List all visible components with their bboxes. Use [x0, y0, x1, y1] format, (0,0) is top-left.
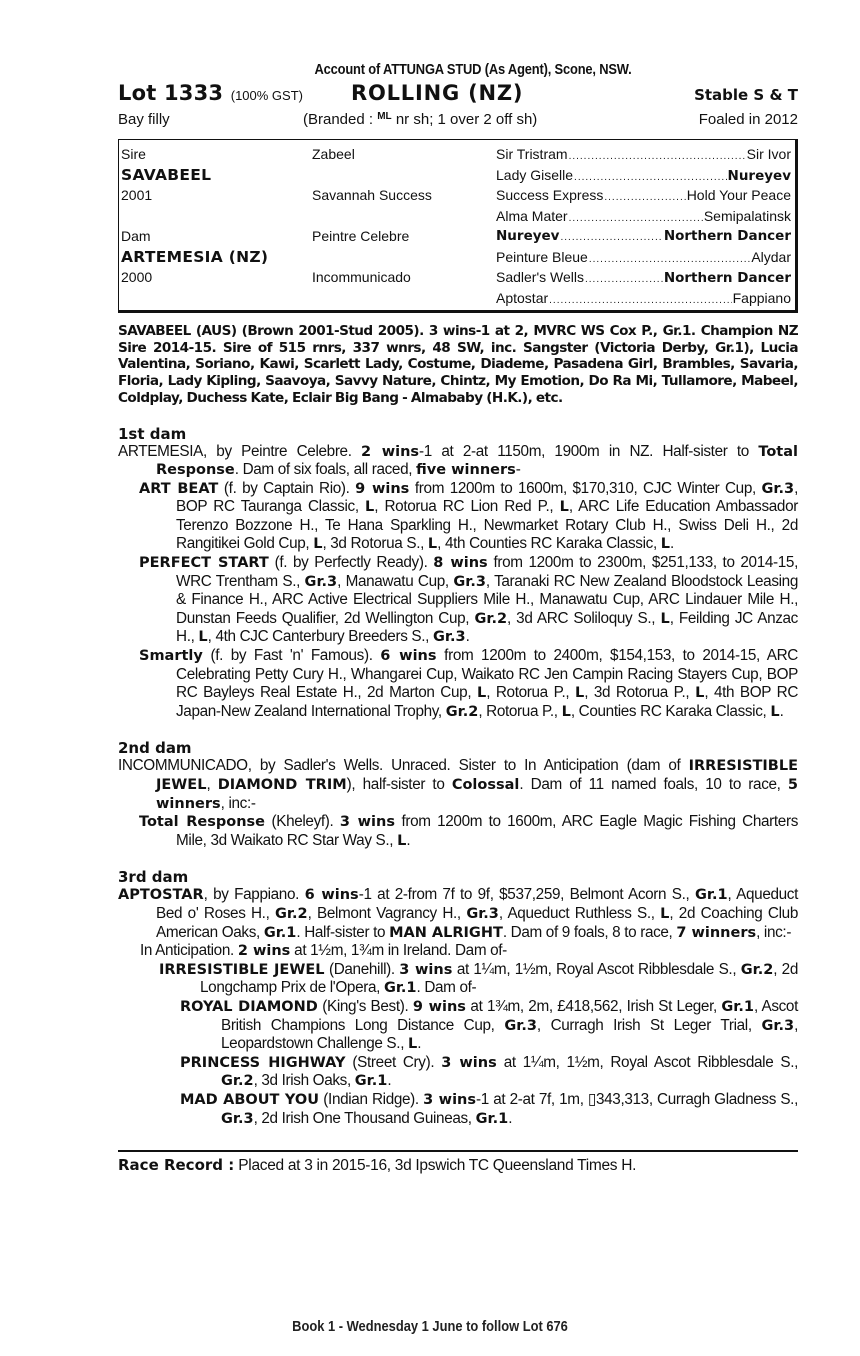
great-grandparent-row: Lady Giselle ..... Nureyev — [496, 165, 791, 186]
sire-year: 2001 — [121, 187, 153, 203]
first-dam-intro: ARTEMESIA, by Peintre Celebre. 2 wins-1 at 2-at 1150m, 1900m in NZ. Half-sister to Total Response. Dam of six foals, all raced, five winners- — [118, 442, 798, 479]
horse-name: ROLLING (NZ) — [351, 81, 524, 105]
great-grandparent-row: Nureyev ..... Northern Dancer — [496, 226, 791, 247]
sire-name: SAVABEEL — [121, 165, 212, 184]
horse-details — [118, 109, 798, 135]
irresistible-jewel-entry: IRRESISTIBLE JEWEL (Danehill). 3 wins at 1¼m, 1½m, Royal Ascot Ribblesdale S., Gr.2, 2d Longchamp Prix de l'Opera, Gr.1. Dam of- — [159, 960, 798, 997]
brand-mark-icon: ML — [377, 111, 392, 122]
third-dam-heading: 3rd dam — [118, 868, 189, 887]
pedigree-grandparents — [312, 144, 492, 288]
great-grandparent-row: Peinture Bleue ..... Alydar — [496, 247, 791, 268]
great-grandparent-row: Aptostar ..... Fappiano — [496, 288, 791, 309]
grand-progeny-entry: PRINCESS HIGHWAY (Street Cry). 3 wins at 1¼m, 1½m, Royal Ascot Ribblesdale S., Gr.2, 3d Irish Oaks, Gr.1. — [180, 1053, 798, 1090]
progeny-entry: ART BEAT (f. by Captain Rio). 9 wins from 1200m to 1600m, $170,310, CJC Winter Cup, Gr.3, BOP RC Tauranga Classic, L, Rotorua RC Lion Red P., L, ARC Life Education Ambassador Terenzo Bozzone H., Te Hana Sparkling H., Newmarket Rotary Club H., Swiss Deli H., 2d Rangitikei Gold Cup, L, 3d Rotorua S., L, 4th Counties RC Karaka Classic, L. — [139, 479, 798, 553]
lot-header — [118, 81, 798, 109]
divider — [118, 1150, 798, 1152]
grandparent: Incommunicado — [312, 269, 411, 285]
sale-footer: Book 1 - Wednesday 1 June to follow Lot 676 — [292, 1318, 568, 1335]
progeny-entry: PERFECT START (f. by Perfectly Ready). 8 wins from 1200m to 2300m, $251,133, to 2014-15, WRC Trentham S., Gr.3, Manawatu Cup, Gr.3, Taranaki RC New Zealand Bloodstock Leasing & Finance H., ARC Active Electrical Suppliers Mile H., Manawatu Cup, ARC Lindauer Mile H., Dunstan Feeds Qualifier, 2d Wellington Cup, Gr.2, 3d ARC Soliloquy S., L, Feilding JC Anzac H., L, 4th CJC Canterbury Breeders S., Gr.3. — [139, 554, 798, 646]
gst-note: (100% GST) — [230, 88, 303, 103]
pedigree-parents — [121, 144, 301, 288]
in-anticipation-entry: In Anticipation. 2 wins at 1½m, 1¾m in Ireland. Dam of- — [140, 942, 507, 960]
dam-label: Dam — [121, 228, 151, 244]
progeny-entry: Total Response (Kheleyf). 3 wins from 1200m to 1600m, ARC Eagle Magic Fishing Charters Mile, 3d Waikato RC Star Way S., L. — [139, 813, 799, 849]
race-record — [118, 1155, 798, 1176]
sire-notes: SAVABEEL (AUS) (Brown 2001-Stud 2005). 3 wins-1 at 2, MVRC WS Cox P., Gr.1. Champion NZ Sire 2014-15. Sire of 515 rnrs, 337 wnrs, 48 SW, inc. Sangster (Victoria Derby, Gr.1), Lucia Valentina, Soriano, Kawi, Scarlett Lady, Costume, Diademe, Pasadena Girl, Brambles, Savaria, Floria, Lady Kipling, Saavoya, Savvy Nature, Chintz, My Emotion, Do Ra Mi, Tullamore, Mabeel, Coldplay, Duchess Kate, Eclair Big Bang - Almababy (H.K.), etc. — [118, 323, 798, 406]
grandparent: Savannah Success — [312, 187, 432, 203]
grandparent: Peintre Celebre — [312, 228, 410, 244]
dam-name: ARTEMESIA (NZ) — [121, 247, 269, 266]
great-grandparent-row: Sadler's Wells ..... Northern Dancer — [496, 267, 791, 288]
grand-progeny-entry: ROYAL DIAMOND (King's Best). 9 wins at 1¾m, 2m, £418,562, Irish St Leger, Gr.1, Ascot British Champions Long Distance Cup, Gr.3, Curragh Irish St Leger Trial, Gr.3, Leopardstown Challenge S., L. — [180, 997, 799, 1053]
colour-sex: Bay filly — [118, 111, 170, 128]
grand-progeny-entry: MAD ABOUT YOU (Indian Ridge). 3 wins-1 at 2-at 7f, 1m, ▯343,313, Curragh Gladness S., Gr.3, 2d Irish One Thousand Guineas, Gr.1. — [180, 1090, 798, 1127]
pedigree-great-grandparents — [496, 144, 791, 308]
great-grandparent-row: Sir Tristram ..... Sir Ivor — [496, 144, 791, 165]
brand-description: (Branded : $^{ML}$ nr sh; 1 over 2 off sh) — [303, 111, 538, 128]
second-dam-heading: 2nd dam — [118, 739, 192, 758]
great-grandparent-row: Success Express ..... Hold Your Peace — [496, 185, 791, 206]
stable-name: Stable S & T — [694, 86, 798, 104]
great-grandparent-row: Alma Mater ..... Semipalatinsk — [496, 206, 791, 227]
grandparent: Zabeel — [312, 146, 355, 162]
sire-label: Sire — [121, 146, 146, 162]
catalogue-page — [118, 60, 798, 1176]
third-dam-intro: APTOSTAR, by Fappiano. 6 wins-1 at 2-from 7f to 9f, $537,259, Belmont Acorn S., Gr.1, Aqueduct Bed o' Roses H., Gr.2, Belmont Vagrancy H., Gr.3, Aqueduct Ruthless S., L, 2d Coaching Club American Oaks, Gr.1. Half-sister to MAN ALRIGHT. Dam of 9 foals, 8 to race, 7 winners, inc:- — [118, 886, 798, 941]
foaled-year: Foaled in 2012 — [698, 111, 798, 128]
pedigree-table — [118, 139, 798, 313]
lot-number — [118, 81, 303, 105]
progeny-entry: Smartly (f. by Fast 'n' Famous). 6 wins from 1200m to 2400m, $154,153, to 2014-15, ARC Celebrating Petty Cury H., Whangarei Cup, Waikato RC Jen Campin Racing Stayers Cup, BOP RC Bayleys Real Estate H., 2d Marton Cup, L, Rotorua P., L, 3d Rotorua P., L, 4th BOP RC Japan-New Zealand International Trophy, Gr.2, Rotorua P., L, Counties RC Karaka Classic, L. — [139, 647, 799, 720]
first-dam-heading: 1st dam — [118, 424, 187, 443]
second-dam-intro: INCOMMUNICADO, by Sadler's Wells. Unraced. Sister to In Anticipation (dam of IRRESISTIBLE JEWEL, DIAMOND TRIM), half-sister to Colossal. Dam of 11 named foals, 10 to race, 5 winners, inc:- — [118, 757, 798, 812]
lot-label: Lot 1333 — [118, 81, 224, 105]
vendor-account: Account of ATTUNGA STUD (As Agent), Scone, NSW. — [314, 61, 632, 78]
race-record-label: Race Record : — [118, 1156, 235, 1175]
dam-year: 2000 — [121, 269, 153, 285]
race-record-text: Placed at 3 in 2015-16, 3d Ipswich TC Queensland Times H. — [234, 1157, 637, 1175]
